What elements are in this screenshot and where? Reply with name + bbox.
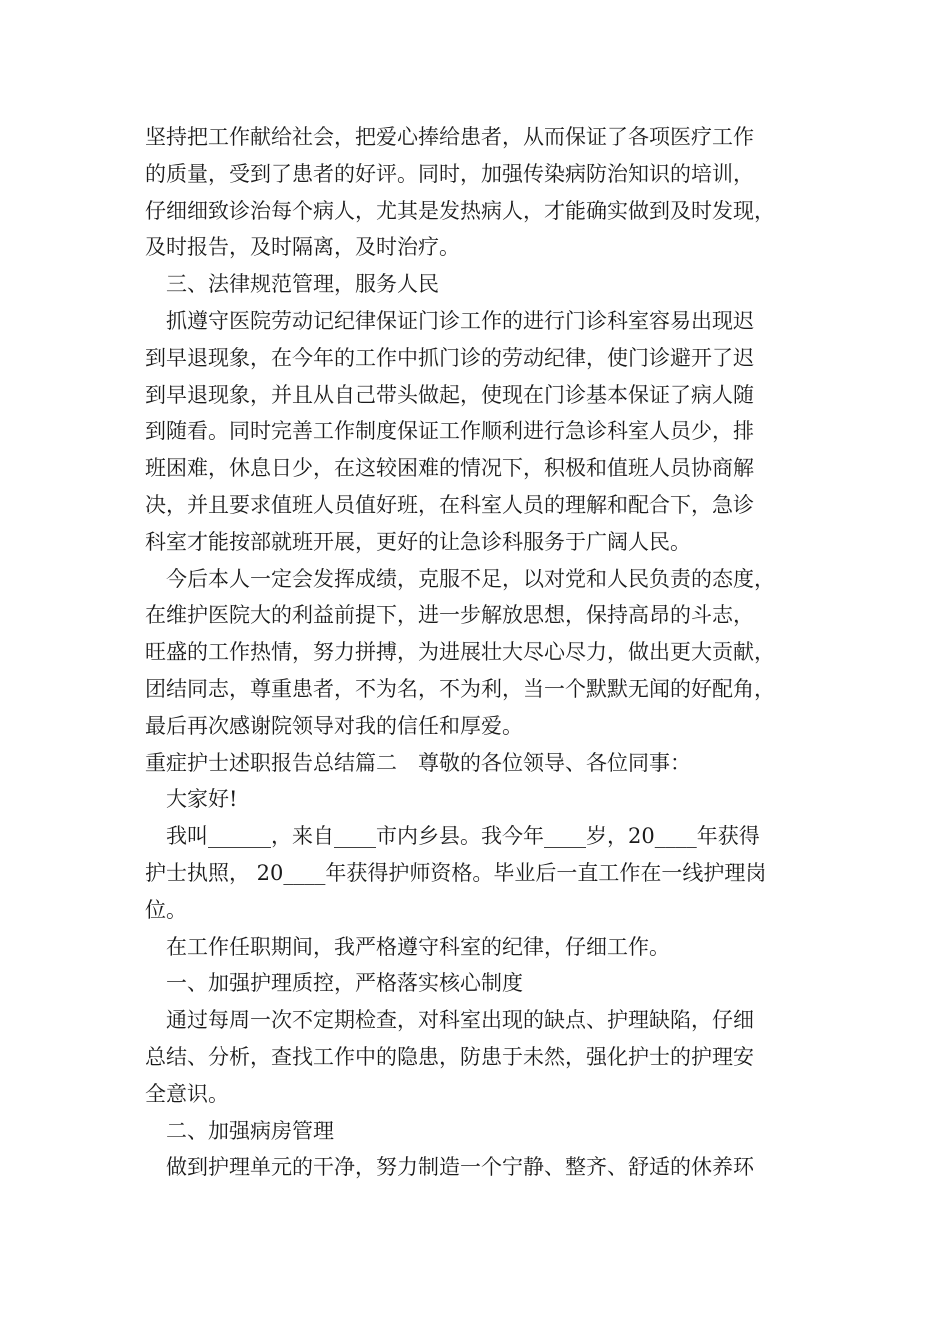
greeting-line: 大家好!	[145, 787, 238, 812]
text-line: 及时报告，及时隔离，及时治疗。	[145, 235, 460, 260]
section-heading: 三、法律规范管理，服务人民	[145, 272, 439, 297]
text-line: 最后再次感谢院领导对我的信任和厚爱。	[145, 713, 523, 738]
text-line: 通过每周一次不定期检查，对科室出现的缺点、护理缺陷，仔细	[145, 1008, 754, 1033]
text-line: 位。	[145, 897, 187, 922]
section-heading: 一、加强护理质控，严格落实核心制度	[145, 971, 523, 996]
text-line: 到早退现象，并且从自己带头做起，使现在门诊基本保证了病人随	[145, 382, 754, 407]
text-line: 在工作任职期间，我严格遵守科室的纪律，仔细工作。	[145, 934, 670, 959]
text-line: 全意识。	[145, 1081, 229, 1106]
text-line: 到随看。同时完善工作制度保证工作顺利进行急诊科室人员少，排	[145, 419, 754, 444]
text-line: 抓遵守医院劳动记纪律保证门诊工作的进行门诊科室容易出现迟	[145, 308, 754, 333]
text-line: 班困难，休息日少，在这较困难的情况下，积极和值班人员协商解	[145, 456, 754, 481]
article-title-line: 重症护士述职报告总结篇二 尊敬的各位领导、各位同事：	[145, 750, 691, 775]
text-line: 做到护理单元的干净，努力制造一个宁静、整齐、舒适的休养环	[145, 1155, 754, 1180]
document-body	[145, 119, 825, 1186]
text-line: 的质量，受到了患者的好评。同时，加强传染病防治知识的培训，	[145, 161, 754, 186]
text-line: 决，并且要求值班人员值好班，在科室人员的理解和配合下，急诊	[145, 492, 754, 517]
text-line: 总结、分析，查找工作中的隐患，防患于未然，强化护士的护理安	[145, 1044, 754, 1069]
text-line: 旺盛的工作热情，努力拼搏，为进展壮大尽心尽力，做出更大贡献，	[145, 640, 775, 665]
text-line: 坚持把工作献给社会，把爱心捧给患者，从而保证了各项医疗工作	[145, 125, 754, 149]
text-line: 护士执照， 20____年获得护师资格。毕业后一直工作在一线护理岗	[145, 860, 767, 885]
text-line: 团结同志，尊重患者，不为名，不为利，当一个默默无闻的好配角，	[145, 676, 775, 701]
section-heading: 二、加强病房管理	[145, 1118, 334, 1143]
text-line: 今后本人一定会发挥成绩，克服不足，以对党和人民负责的态度，	[145, 566, 775, 591]
text-line: 到早退现象，在今年的工作中抓门诊的劳动纪律，使门诊避开了迟	[145, 345, 754, 370]
text-line: 在维护医院大的利益前提下，进一步解放思想，保持高昂的斗志，	[145, 603, 754, 628]
text-line: 仔细细致诊治每个病人，尤其是发热病人，才能确实做到及时发现，	[145, 198, 775, 223]
text-line: 我叫______，来自____市内乡县。我今年____岁，20____年获得	[145, 824, 760, 849]
text-line: 科室才能按部就班开展，更好的让急诊科服务于广阔人民。	[145, 529, 691, 554]
